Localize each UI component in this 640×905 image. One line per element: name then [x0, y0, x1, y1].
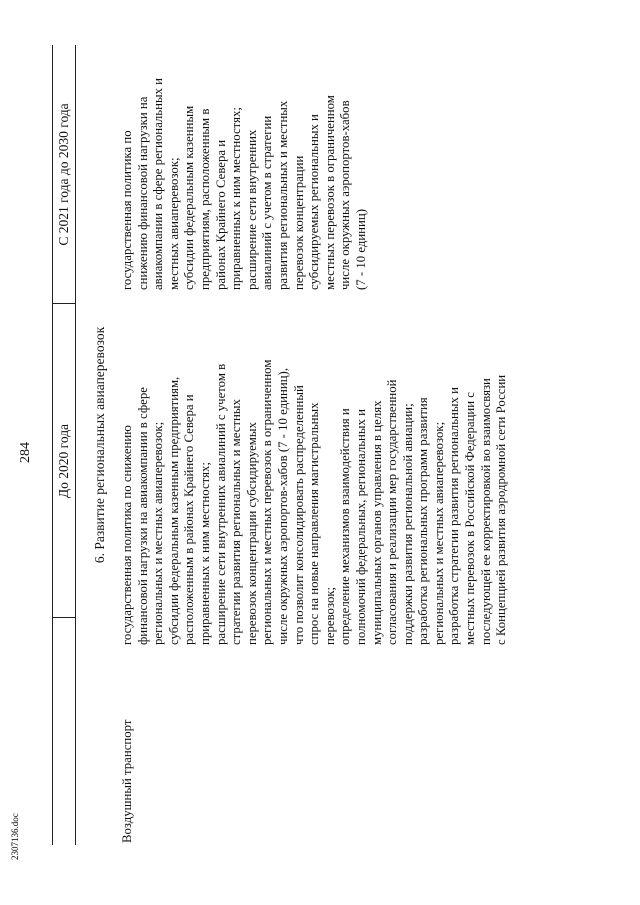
header-until-2020: До 2020 года: [56, 423, 71, 499]
cell-2021-2030: государственная политика по снижению финансовой нагрузки на авиакомпании в сфере региональных и местных авиаперевозок; субсидии федеральным казенным предприятиям, расположенным в районах Крайнего Севера и приравненных к ним местностях; расширение сети внутренних авиалиний с учетом в стратегии развития региональных и местных перевозок концентрации субсидируемых региональных и местных перевозок в ограниченном числе окружных аэропортов-хабов (7 - 10 единиц): [120, 78, 368, 290]
table-top-rule: [52, 45, 53, 845]
section-title: 6. Развитие региональных авиаперевозок: [92, 326, 107, 564]
header-2021-2030: С 2021 года до 2030 года: [56, 103, 71, 246]
row-category: Воздушный транспорт: [120, 719, 134, 843]
page-number: 284: [18, 442, 33, 463]
document-id: 2307136.doc: [10, 813, 20, 860]
cell-until-2020: государственная политика по снижению финансовой нагрузки на авиакомпании в сфере региональных и местных авиаперевозок; субсидии федеральным казенным предприятиям, расположенным в районах Крайнего Севера и приравненных к ним местностях; расширение сети внутренних авиалиний с учетом в стратегии развития региональных и местных перевозок концентрации субсидируемых региональных и местных перевозок в ограниченном числе окружных аэропортов-хабов (7 - 10 единиц), что позволит консолидировать распределенный спрос на новые направления магистральных перевозок; определение механизмов взаимодействия и полномочий федеральных, региональных и муниципальных органов управления в целях согласования и реализации мер государственной поддержки развития региональной авиации; разработка региональных программ развития региональных и местных авиаперевозок; разработка стратегии развития региональных и местных перевозок в Российской Федерации с последующей ее корректировкой во взаимосвязи с Концепцией развития аэродромной сети России: [120, 359, 509, 645]
table-header-rule: [75, 45, 76, 845]
